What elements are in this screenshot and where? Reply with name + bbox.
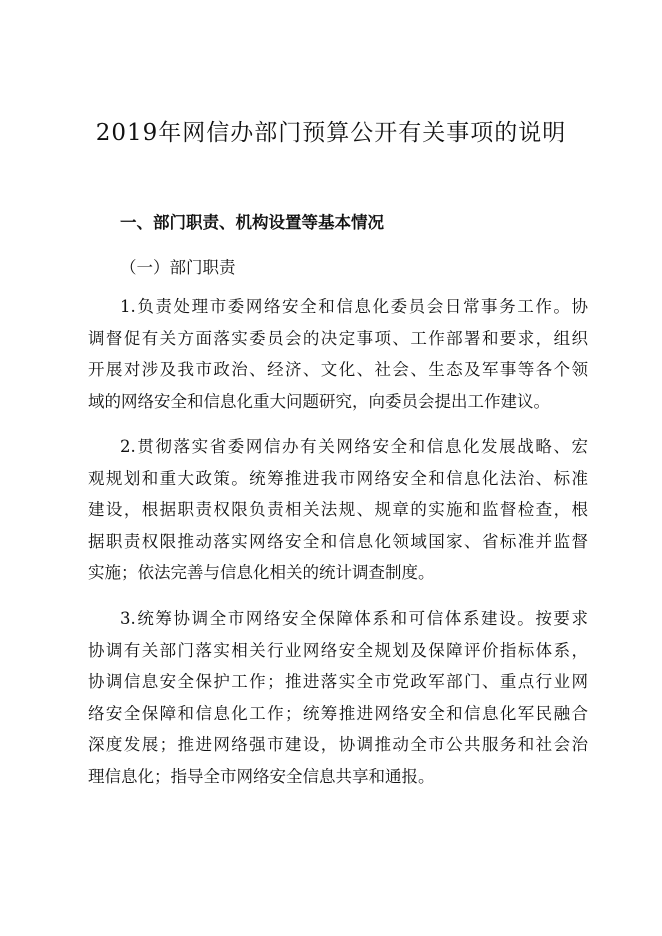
paragraph-3	[88, 603, 588, 792]
paragraph-line: 2.贯彻落实省委网信办有关网络安全和信息化发展战略、宏	[120, 437, 588, 456]
paragraph-line: 据职责权限推动落实网络安全和信息化领域国家、省标准并监督	[88, 531, 588, 551]
paragraph-line: 协调有关部门落实相关行业网络安全规划及保障评价指标体系，	[88, 640, 588, 660]
paragraph-line: 3.统筹协调全市网络安全保障体系和可信体系建设。按要求	[120, 609, 588, 628]
paragraph-line: 1.负责处理市委网络安全和信息化委员会日常事务工作。协	[120, 297, 588, 316]
paragraph-line: 实施；依法完善与信息化相关的统计调查制度。	[88, 563, 435, 582]
paragraph-line: 调督促有关方面落实委员会的决定事项、工作部署和要求，组织	[88, 328, 588, 348]
paragraph-line: 络安全保障和信息化工作；统筹推进网络安全和信息化军民融合	[88, 703, 588, 723]
paragraph-2	[88, 431, 588, 589]
paragraph-line: 观规划和重大政策。统筹推进我市网络安全和信息化法治、标准	[88, 468, 588, 488]
paragraph-line: 建设，根据职责权限负责相关法规、规章的实施和监督检查，根	[88, 500, 588, 519]
paragraph-line: 域的网络安全和信息化重大问题研究，向委员会提出工作建议。	[88, 391, 550, 411]
section-heading: 一、部门职责、机构设置等基本情况	[120, 213, 384, 232]
paragraph-line: 理信息化；指导全市网络安全信息共享和通报。	[88, 766, 435, 786]
document-title: 2019年网信办部门预算公开有关事项的说明	[95, 120, 567, 146]
paragraph-1	[88, 291, 588, 417]
paragraph-line: 深度发展；推进网络强市建设，协调推动全市公共服务和社会治	[88, 735, 588, 754]
paragraph-line: 协调信息安全保护工作；推进落实全市党政军部门、重点行业网	[88, 672, 588, 691]
paragraph-line: 开展对涉及我市政治、经济、文化、社会、生态及军事等各个领	[88, 360, 588, 379]
subsection-heading: （一）部门职责	[120, 258, 236, 277]
